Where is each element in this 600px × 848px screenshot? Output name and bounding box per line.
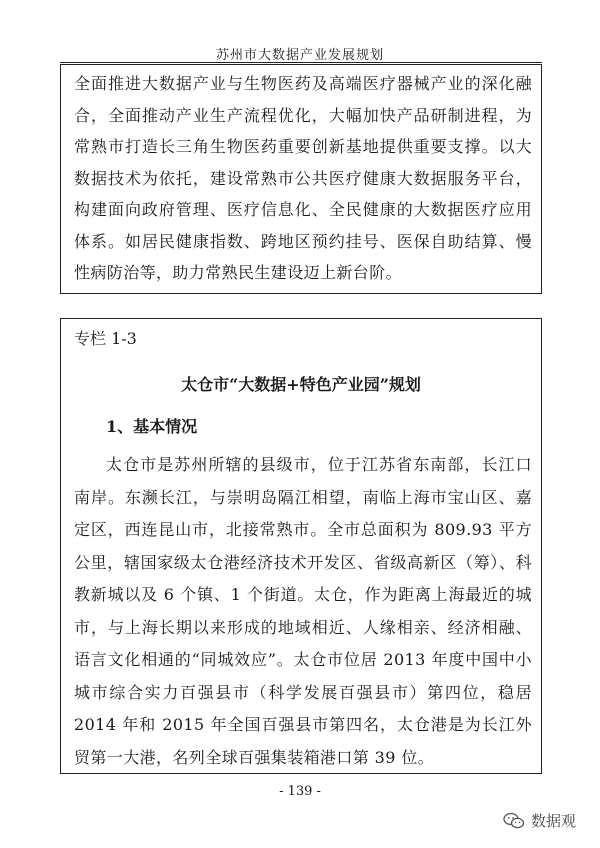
column-label: 专栏 1-3 [74, 329, 137, 348]
column-title: 太仓市“大数据+特色产业园”规划 [181, 375, 421, 394]
column-paragraph: 太仓市是苏州所辖的县级市，位于江苏省东南部，长江口南岸。东濒长江，与崇明岛隔江相望，南临上海市宝山区、嘉定区，西连昆山市，北接常熟市。全市总面积为 809.93 平方公里，辖国家级太仓港经济技术开发区、省级高新区（筹）、科教新城以及 6 个镇、1 个街道。太仓，作为距离上海最近的城市，与上海长期以来形成的地域相近、人缘相亲、经济相融、语言文化相通的“同城效应”。太仓市位居 2013 年度中国中小城市综合实力百强县市（科学发展百强县市）第四位，稳居 2014 年和 2015 年全国百强县市第四名，太仓港是为长江外贸第一大港，名列全球百强集装箱港口第 39 位。 [74, 455, 532, 767]
section-heading: 1、基本情况 [106, 417, 198, 436]
wechat-icon [503, 812, 525, 830]
watermark-text: 数据观 [530, 812, 576, 830]
page-number: - 139 - [279, 784, 321, 799]
header-rule [60, 62, 542, 63]
box-top-paragraph: 全面推进大数据产业与生物医药及高端医疗器械产业的深化融合，全面推动产业生产流程优化，大幅加快产品研制进程，为常熟市打造长三角生物医药重要创新基地提供重要支撑。以大数据技术为依托，建设常熟市公共医疗健康大数据服务平台，构建面向政府管理、医疗信息化、全民健康的大数据医疗应用体系。如居民健康指数、跨地区预约挂号、医保自助结算、慢性病防治等，助力常熟民生建设迈上新台阶。 [74, 74, 532, 282]
running-header: 苏州市大数据产业发展规划 [215, 48, 384, 63]
watermark [503, 810, 576, 831]
